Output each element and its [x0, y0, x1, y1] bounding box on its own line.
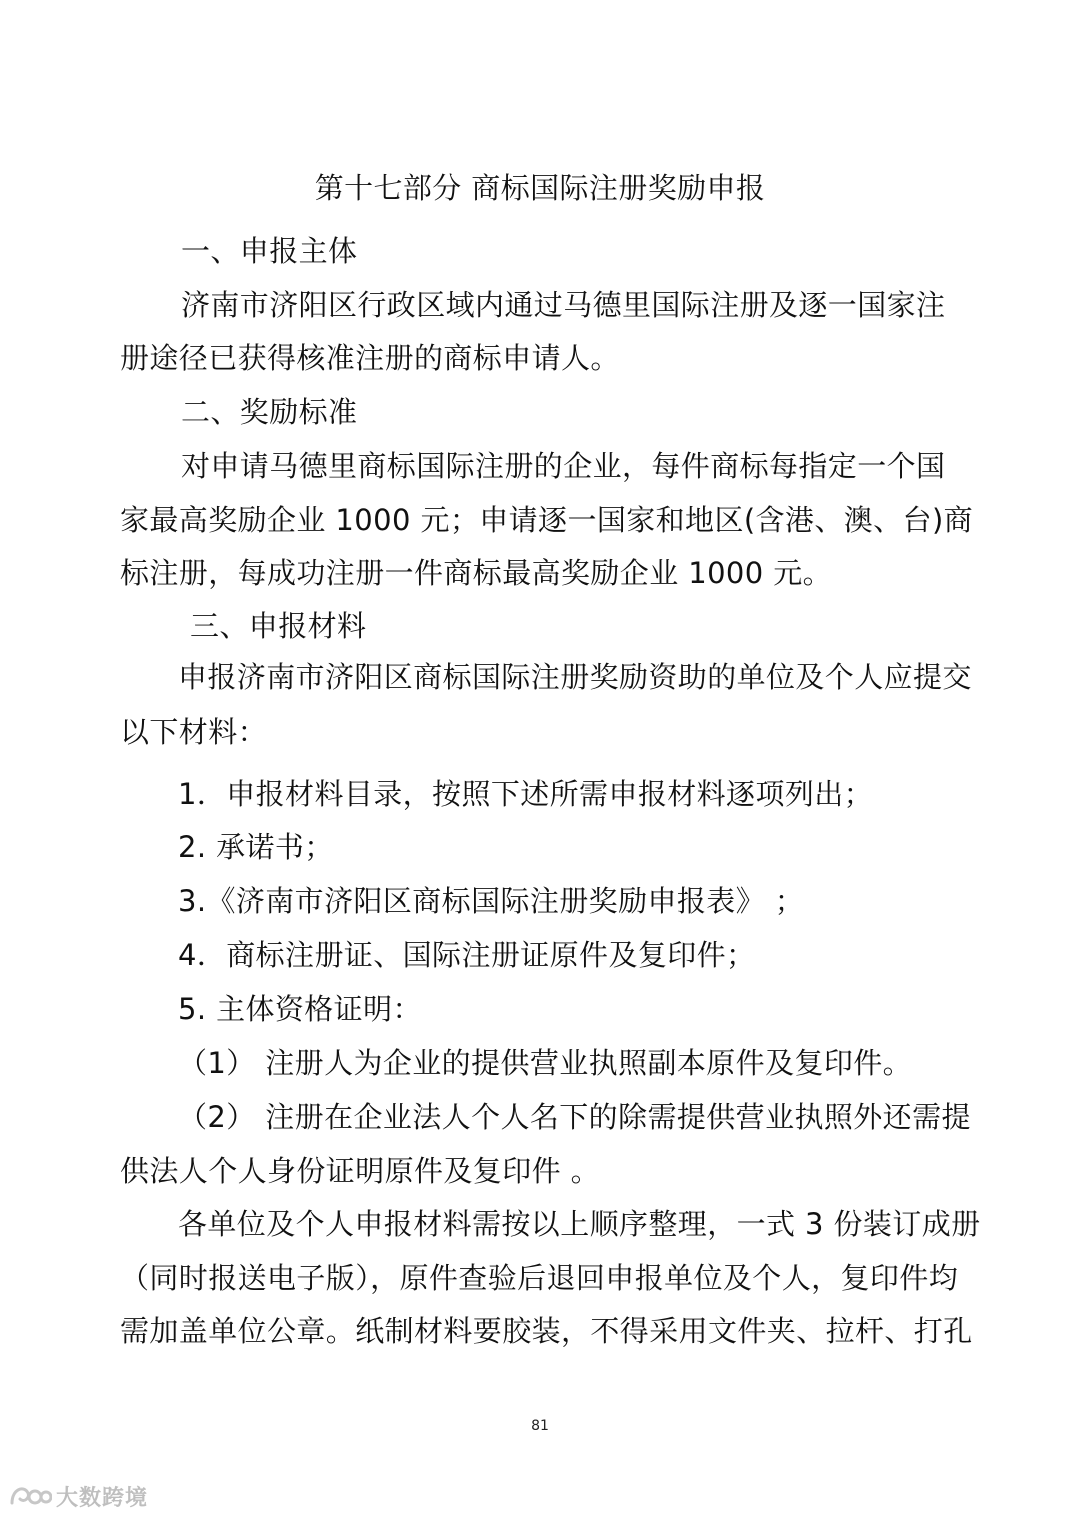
- list-item: 5. 主体资格证明：: [178, 992, 422, 1026]
- watermark: [8, 1478, 148, 1514]
- body-line: 供法人个人身份证明原件及复印件 。: [120, 1154, 601, 1188]
- body-line: 需加盖单位公章。纸制材料要胶装，不得采用文件夹、拉杆、打孔: [120, 1314, 973, 1348]
- list-item: 4．商标注册证、国际注册证原件及复印件；: [178, 938, 756, 972]
- heading-applicant: 一、申报主体: [181, 234, 358, 268]
- body-line: 家最高奖励企业 1000 元；申请逐一国家和地区(含港、澳、台)商: [120, 503, 974, 537]
- heading-materials: 三、申报材料: [190, 609, 367, 643]
- list-item: 2. 承诺书；: [178, 830, 334, 864]
- section-title: 第十七部分 商标国际注册奖励申报: [314, 171, 766, 205]
- list-item: 3.《济南市济阳区商标国际注册奖励申报表》 ；: [178, 884, 805, 918]
- body-line: 标注册，每成功注册一件商标最高奖励企业 1000 元。: [120, 556, 833, 590]
- sub-list-item: （2） 注册在企业法人个人名下的除需提供营业执照外还需提: [178, 1100, 971, 1134]
- body-line: 济南市济阳区行政区域内通过马德里国际注册及逐一国家注: [181, 288, 946, 322]
- watermark-text: 大数跨境: [56, 1485, 149, 1511]
- body-line: 对申请马德里商标国际注册的企业，每件商标每指定一个国: [181, 449, 946, 483]
- list-item: 1．申报材料目录，按照下述所需申报材料逐项列出；: [178, 777, 874, 811]
- body-line: 各单位及个人申报材料需按以上顺序整理，一式 3 份装订成册: [178, 1207, 981, 1241]
- sub-list-item: （1） 注册人为企业的提供营业执照副本原件及复印件。: [178, 1046, 913, 1080]
- body-line: 册途径已获得核准注册的商标申请人。: [120, 341, 620, 375]
- body-line: 以下材料：: [120, 715, 268, 749]
- body-line: （同时报送电子版），原件查验后退回申报单位及个人，复印件均: [120, 1261, 959, 1295]
- watermark-logo-icon: [8, 1481, 52, 1511]
- heading-reward-standard: 二、奖励标准: [181, 395, 358, 429]
- page-number: 81: [531, 1418, 549, 1434]
- body-line: 申报济南市济阳区商标国际注册奖励资助的单位及个人应提交: [178, 660, 972, 694]
